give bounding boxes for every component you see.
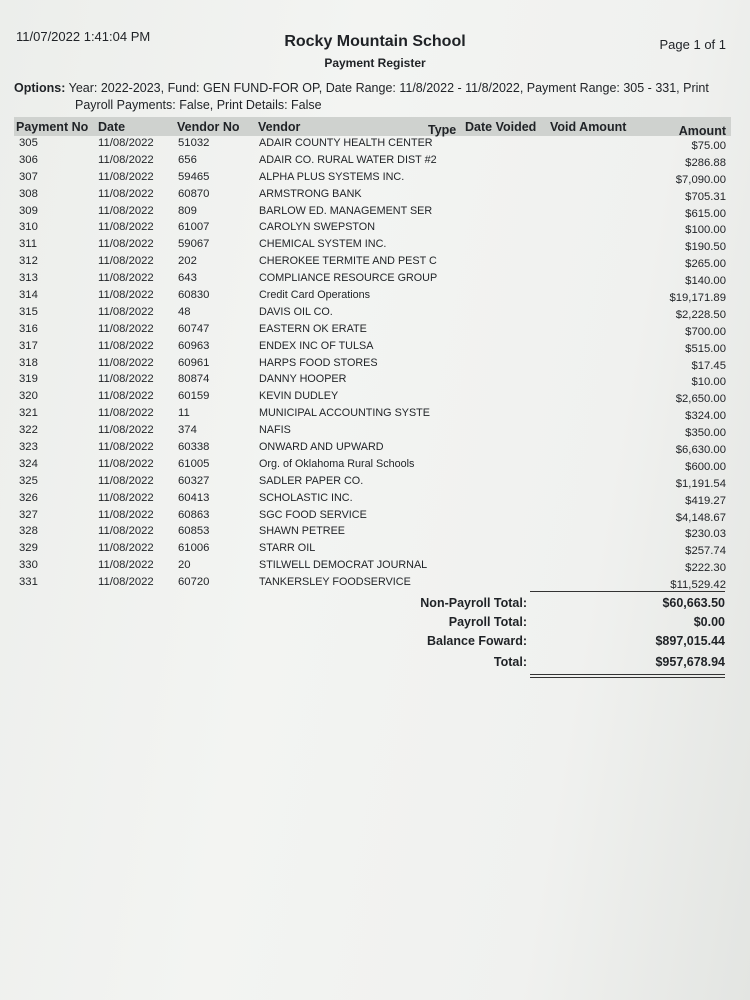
table-row: [0, 187, 750, 204]
vendor-no-cell: 59067: [178, 238, 210, 251]
payment-no-cell: 330: [19, 559, 38, 572]
amount-cell: $19,171.89: [669, 292, 726, 305]
date-cell: 11/08/2022: [98, 390, 154, 403]
non-payroll-total-row: [380, 596, 725, 615]
vendor-name-cell: SHAWN PETREE: [259, 525, 345, 538]
vendor-no-cell: 656: [178, 153, 197, 166]
amount-cell: $190.50: [685, 241, 726, 254]
payment-no-cell: 325: [19, 474, 38, 487]
vendor-no-cell: 374: [178, 424, 197, 437]
date-cell: 11/08/2022: [98, 457, 154, 470]
col-date-voided: Date Voided: [465, 120, 537, 134]
payment-no-cell: 308: [19, 187, 38, 200]
vendor-no-cell: 643: [178, 272, 197, 285]
date-cell: 11/08/2022: [98, 255, 154, 268]
table-row: [0, 220, 750, 237]
amount-cell: $7,090.00: [675, 173, 726, 186]
amount-cell: $4,148.67: [675, 511, 726, 524]
payment-no-cell: 329: [19, 542, 38, 555]
payment-no-cell: 316: [19, 322, 38, 335]
balance-forward-value: $897,015.44: [655, 634, 725, 648]
payment-no-cell: 320: [19, 390, 38, 403]
payroll-total-row: [380, 615, 725, 634]
payment-no-cell: 309: [19, 204, 38, 217]
payment-no-cell: 327: [19, 508, 38, 521]
table-row: [0, 389, 750, 406]
amount-cell: $265.00: [685, 258, 726, 271]
table-row: [0, 237, 750, 254]
amount-cell: $515.00: [685, 342, 726, 355]
amount-cell: $17.45: [691, 359, 726, 372]
payment-no-cell: 326: [19, 491, 38, 504]
amount-cell: $2,228.50: [675, 308, 726, 321]
amount-cell: $600.00: [685, 460, 726, 473]
table-row: [0, 508, 750, 525]
date-cell: 11/08/2022: [98, 272, 154, 285]
payment-no-cell: 318: [19, 356, 38, 369]
date-cell: 11/08/2022: [98, 542, 154, 555]
amount-cell: $419.27: [685, 494, 726, 507]
vendor-name-cell: Credit Card Operations: [259, 289, 371, 302]
vendor-no-cell: 11: [178, 407, 190, 420]
table-header: [14, 117, 731, 136]
vendor-no-cell: 60863: [178, 508, 210, 521]
date-cell: 11/08/2022: [98, 238, 154, 251]
non-payroll-total-label: Non-Payroll Total:: [420, 596, 527, 610]
table-row: [0, 541, 750, 558]
vendor-no-cell: 48: [178, 305, 191, 318]
vendor-name-cell: CAROLYN SWEPSTON: [259, 221, 375, 234]
table-row: [0, 491, 750, 508]
payment-no-cell: 314: [19, 289, 38, 302]
col-payment-no: Payment No: [16, 120, 89, 134]
balance-forward-label: Balance Foward:: [426, 634, 527, 648]
grand-total-row: [380, 655, 725, 674]
table-row: [0, 474, 750, 491]
payment-no-cell: 324: [19, 457, 38, 470]
col-amount: Amount: [678, 124, 726, 138]
date-cell: 11/08/2022: [98, 170, 154, 183]
school-name: Rocky Mountain School: [284, 33, 466, 50]
table-row: [0, 558, 750, 575]
vendor-no-cell: 60413: [178, 491, 210, 504]
vendor-name-cell: SGC FOOD SERVICE: [259, 508, 367, 521]
vendor-name-cell: SCHOLASTIC INC.: [259, 491, 353, 504]
amount-cell: $257.74: [685, 545, 726, 558]
vendor-name-cell: COMPLIANCE RESOURCE GROUP: [259, 272, 438, 285]
vendor-name-cell: CHEROKEE TERMITE AND PEST C: [259, 255, 437, 268]
vendor-no-cell: 60327: [178, 474, 210, 487]
amount-cell: $75.00: [691, 140, 726, 152]
vendor-name-cell: STILWELL DEMOCRAT JOURNAL: [259, 559, 428, 572]
table-row: [0, 136, 750, 153]
payment-rows: [0, 136, 750, 592]
vendor-no-cell: 60961: [178, 356, 210, 369]
payment-no-cell: 313: [19, 272, 38, 285]
non-payroll-total-value: $60,663.50: [662, 596, 725, 610]
table-row: [0, 322, 750, 339]
table-row: [0, 271, 750, 288]
table-row: [0, 575, 750, 592]
date-cell: 11/08/2022: [98, 491, 154, 504]
vendor-name-cell: Org. of Oklahoma Rural Schools: [259, 457, 415, 470]
date-cell: 11/08/2022: [98, 137, 154, 149]
options-label: Options:: [14, 81, 66, 95]
vendor-name-cell: ADAIR COUNTY HEALTH CENTER: [259, 137, 433, 149]
payment-no-cell: 307: [19, 170, 38, 183]
col-vendor-no: Vendor No: [177, 120, 240, 134]
date-cell: 11/08/2022: [98, 356, 154, 369]
total-double-rule-top: [530, 674, 725, 675]
vendor-no-cell: 60159: [178, 390, 210, 403]
payment-no-cell: 311: [19, 238, 38, 251]
date-cell: 11/08/2022: [98, 474, 154, 487]
col-void-amount: Void Amount: [550, 120, 627, 134]
date-cell: 11/08/2022: [98, 305, 154, 318]
table-row: [0, 423, 750, 440]
options-line-1: Year: 2022-2023, Fund: GEN FUND-FOR OP, Date Range: 11/8/2022 - 11/8/2022, Payment Range: 305 - 331, Print: [68, 81, 709, 95]
vendor-name-cell: ADAIR CO. RURAL WATER DIST #2: [259, 153, 437, 166]
vendor-name-cell: TANKERSLEY FOODSERVICE: [259, 576, 411, 589]
page-indicator: Page 1 of 1: [659, 37, 726, 52]
vendor-no-cell: 60830: [178, 289, 210, 302]
date-cell: 11/08/2022: [98, 576, 154, 589]
table-row: [0, 440, 750, 457]
payment-no-cell: 310: [19, 221, 38, 234]
vendor-no-cell: 61007: [178, 221, 210, 234]
options-line-2: Payroll Payments: False, Print Details: False: [75, 98, 322, 112]
table-row: [0, 170, 750, 187]
vendor-name-cell: SADLER PAPER CO.: [259, 474, 364, 487]
vendor-no-cell: 61005: [178, 457, 210, 470]
vendor-name-cell: MUNICIPAL ACCOUNTING SYSTE: [259, 407, 430, 420]
payment-no-cell: 328: [19, 525, 38, 538]
table-row: [0, 204, 750, 221]
date-cell: 11/08/2022: [98, 153, 154, 166]
date-cell: 11/08/2022: [98, 187, 154, 200]
table-row: [0, 524, 750, 541]
date-cell: 11/08/2022: [98, 322, 154, 335]
grand-total-value: $957,678.94: [655, 655, 725, 669]
vendor-no-cell: 202: [178, 255, 197, 268]
table-row: [0, 288, 750, 305]
table-row: [0, 406, 750, 423]
payment-no-cell: 319: [19, 373, 38, 386]
vendor-no-cell: 59465: [178, 170, 210, 183]
date-cell: 11/08/2022: [98, 373, 154, 386]
amount-cell: $615.00: [685, 207, 726, 220]
report-title: Payment Register: [324, 56, 426, 70]
vendor-no-cell: 60870: [178, 187, 210, 200]
vendor-name-cell: STARR OIL: [259, 542, 316, 555]
vendor-name-cell: KEVIN DUDLEY: [259, 390, 339, 403]
vendor-no-cell: 60747: [178, 322, 210, 335]
amount-cell: $10.00: [691, 376, 726, 389]
report-options: [14, 80, 726, 114]
table-row: [0, 356, 750, 373]
amount-cell: $100.00: [685, 224, 726, 237]
date-cell: 11/08/2022: [98, 221, 154, 234]
table-row: [0, 153, 750, 170]
vendor-name-cell: ONWARD AND UPWARD: [259, 441, 384, 454]
date-cell: 11/08/2022: [98, 508, 154, 521]
amount-cell: $222.30: [685, 562, 726, 575]
vendor-name-cell: BARLOW ED. MANAGEMENT SER: [259, 204, 433, 217]
amount-cell: $2,650.00: [675, 393, 726, 406]
vendor-name-cell: DAVIS OIL CO.: [259, 305, 333, 318]
table-row: [0, 254, 750, 271]
col-vendor: Vendor: [258, 120, 301, 134]
payroll-total-value: $0.00: [693, 615, 725, 629]
vendor-name-cell: NAFIS: [259, 424, 291, 437]
vendor-name-cell: EASTERN OK ERATE: [259, 322, 367, 335]
vendor-no-cell: 20: [178, 559, 191, 572]
vendor-no-cell: 51032: [178, 137, 210, 149]
table-row: [0, 372, 750, 389]
col-date: Date: [98, 120, 126, 134]
amount-cell: $700.00: [685, 325, 726, 338]
vendor-no-cell: 60853: [178, 525, 210, 538]
vendor-no-cell: 61006: [178, 542, 210, 555]
table-row: [0, 305, 750, 322]
balance-forward-row: [380, 634, 725, 653]
date-cell: 11/08/2022: [98, 339, 154, 352]
date-cell: 11/08/2022: [98, 204, 154, 217]
vendor-name-cell: ARMSTRONG BANK: [259, 187, 362, 200]
table-row: [0, 339, 750, 356]
total-double-rule-bottom: [530, 677, 725, 678]
amount-cell: $350.00: [685, 427, 726, 440]
vendor-name-cell: ALPHA PLUS SYSTEMS INC.: [259, 170, 405, 183]
vendor-no-cell: 809: [178, 204, 197, 217]
amount-cell: $1,191.54: [675, 477, 726, 490]
vendor-no-cell: 60720: [178, 576, 210, 589]
payment-no-cell: 322: [19, 424, 38, 437]
date-cell: 11/08/2022: [98, 441, 154, 454]
date-cell: 11/08/2022: [98, 559, 154, 572]
vendor-name-cell: HARPS FOOD STORES: [259, 356, 378, 369]
payment-no-cell: 312: [19, 255, 38, 268]
amount-cell: $324.00: [685, 410, 726, 423]
payment-no-cell: 323: [19, 441, 38, 454]
subtotal-rule: [530, 591, 725, 592]
vendor-no-cell: 80874: [178, 373, 210, 386]
table-row: [0, 457, 750, 474]
payroll-total-label: Payroll Total:: [448, 615, 527, 629]
payment-no-cell: 317: [19, 339, 38, 352]
payment-no-cell: 331: [19, 576, 38, 589]
col-type: Type: [428, 123, 457, 137]
amount-cell: $140.00: [685, 275, 726, 288]
vendor-name-cell: CHEMICAL SYSTEM INC.: [259, 238, 387, 251]
vendor-name-cell: DANNY HOOPER: [259, 373, 347, 386]
amount-cell: $6,630.00: [675, 444, 726, 457]
print-datetime: 11/07/2022 1:41:04 PM: [16, 29, 151, 44]
vendor-name-cell: ENDEX INC OF TULSA: [259, 339, 374, 352]
amount-cell: $11,529.42: [670, 579, 726, 592]
date-cell: 11/08/2022: [98, 525, 154, 538]
grand-total-label: Total:: [493, 655, 527, 669]
amount-cell: $230.03: [685, 528, 726, 541]
vendor-no-cell: 60338: [178, 441, 210, 454]
date-cell: 11/08/2022: [98, 289, 154, 302]
payment-no-cell: 306: [19, 153, 38, 166]
amount-cell: $705.31: [685, 190, 726, 203]
payment-no-cell: 305: [19, 137, 38, 149]
amount-cell: $286.88: [685, 156, 726, 169]
payment-no-cell: 321: [19, 407, 38, 420]
date-cell: 11/08/2022: [98, 424, 154, 437]
vendor-no-cell: 60963: [178, 339, 210, 352]
payment-no-cell: 315: [19, 305, 38, 318]
date-cell: 11/08/2022: [98, 407, 154, 420]
